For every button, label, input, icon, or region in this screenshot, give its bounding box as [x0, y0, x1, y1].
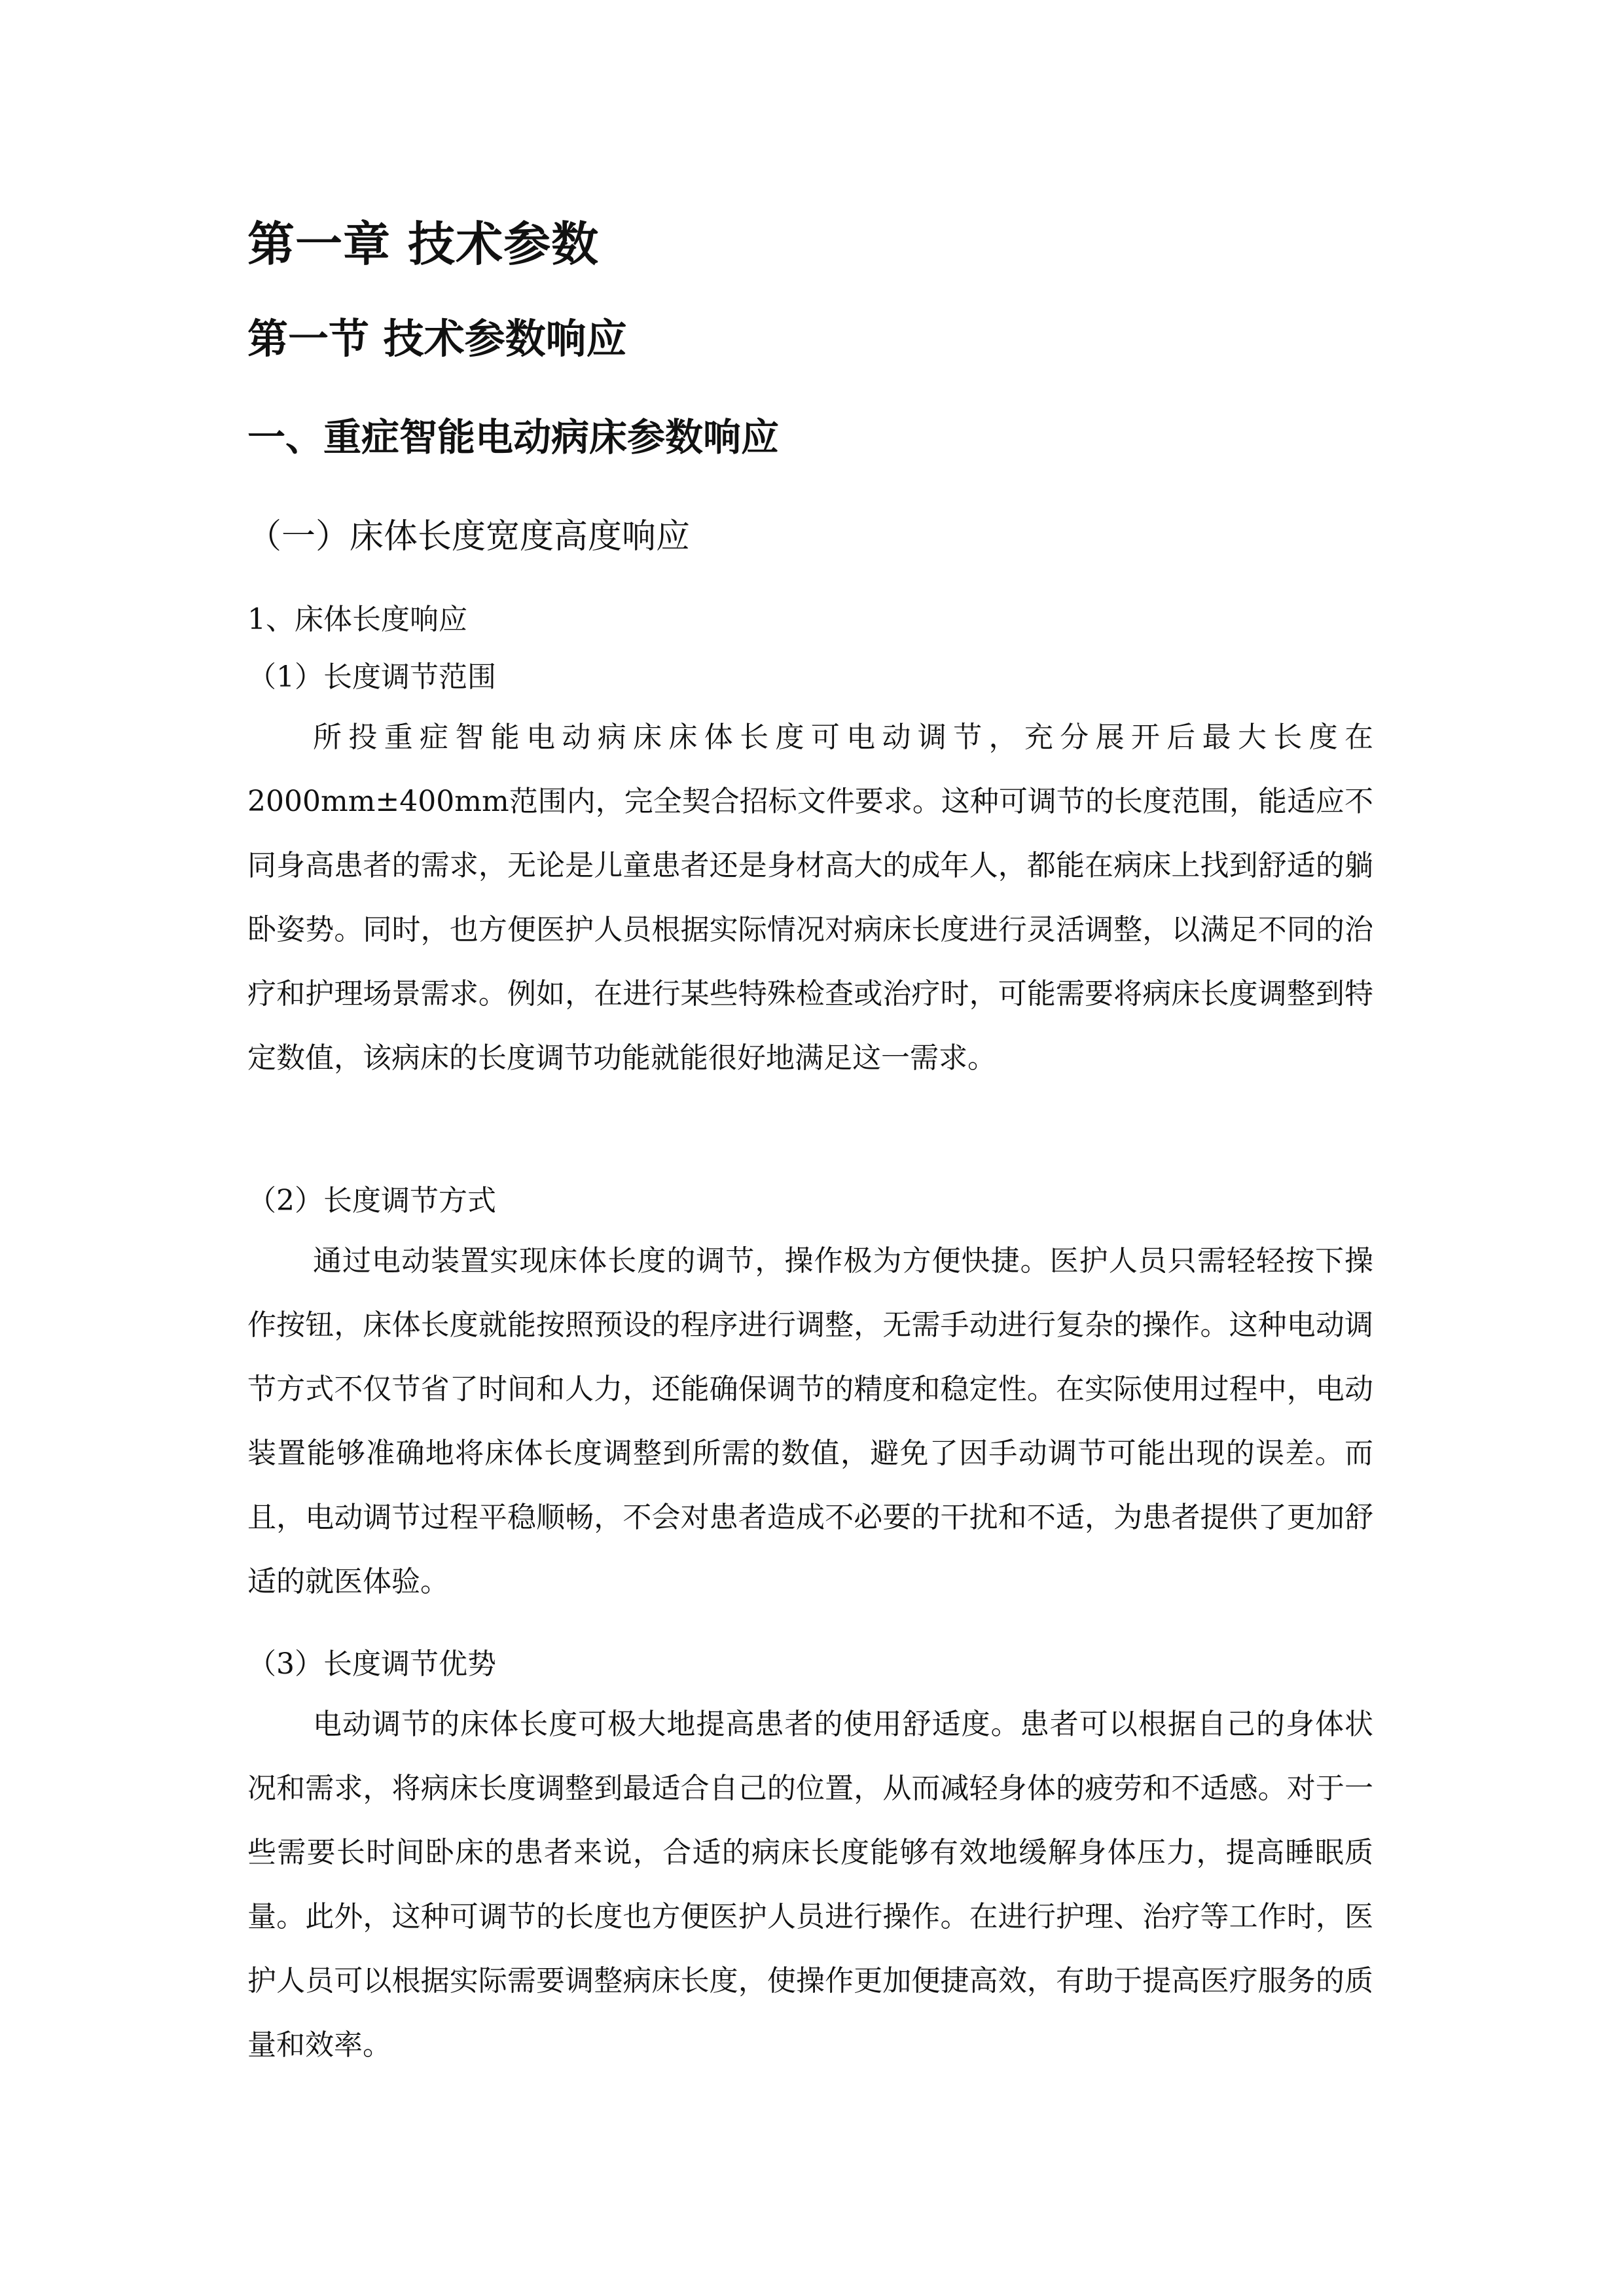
part-heading-length-range: （1）长度调节范围	[247, 660, 496, 694]
paragraph-length-advantage: 电动调节的床体长度可极大地提高患者的使用舒适度。患者可以根据自己的身体状况和需求，将病床长度调整到最适合自己的位置，从而减轻身体的疲劳和不适感。对于一些需要长时间卧床的患者来说，合适的病床长度能够有效地缓解身体压力，提高睡眠质量。此外，这种可调节的长度也方便医护人员进行操作。在进行护理、治疗等工作时，医护人员可以根据实际需要调整病床长度，使操作更加便捷高效，有助于提高医疗服务的质量和效率。	[247, 1708, 1373, 2062]
group-title: （一）床体长度宽度高度响应	[247, 517, 691, 556]
section-title: 第一节 技术参数响应	[247, 315, 627, 363]
part-heading-length-method: （2）长度调节方式	[247, 1184, 496, 1217]
item-title: 1、床体长度响应	[247, 603, 467, 636]
paragraph-length-method: 通过电动装置实现床体长度的调节，操作极为方便快捷。医护人员只需轻轻按下操作按钮，床体长度就能按照预设的程序进行调整，无需手动进行复杂的操作。这种电动调节方式不仅节省了时间和人力，还能确保调节的精度和稳定性。在实际使用过程中，电动装置能够准确地将床体长度调整到所需的数值，避免了因手动调节可能出现的误差。而且，电动调节过程平稳顺畅，不会对患者造成不必要的干扰和不适，为患者提供了更加舒适的就医体验。	[247, 1244, 1373, 1598]
chapter-title: 第一章 技术参数	[247, 217, 600, 272]
document-page	[247, 0, 1373, 2296]
paragraph-length-range: 所投重症智能电动病床床体长度可电动调节，充分展开后最大长度在2000mm±400mm范围内，完全契合招标文件要求。这种可调节的长度范围，能适应不同身高患者的需求，无论是儿童患者还是身材高大的成年人，都能在病床上找到舒适的躺卧姿势。同时，也方便医护人员根据实际情况对病床长度进行灵活调整，以满足不同的治疗和护理场景需求。例如，在进行某些特殊检查或治疗时，可能需要将病床长度调整到特定数值，该病床的长度调节功能就能很好地满足这一需求。	[247, 721, 1373, 1075]
subsection-title: 一、重症智能电动病床参数响应	[247, 415, 780, 459]
part-heading-length-advantage: （3）长度调节优势	[247, 1647, 496, 1681]
